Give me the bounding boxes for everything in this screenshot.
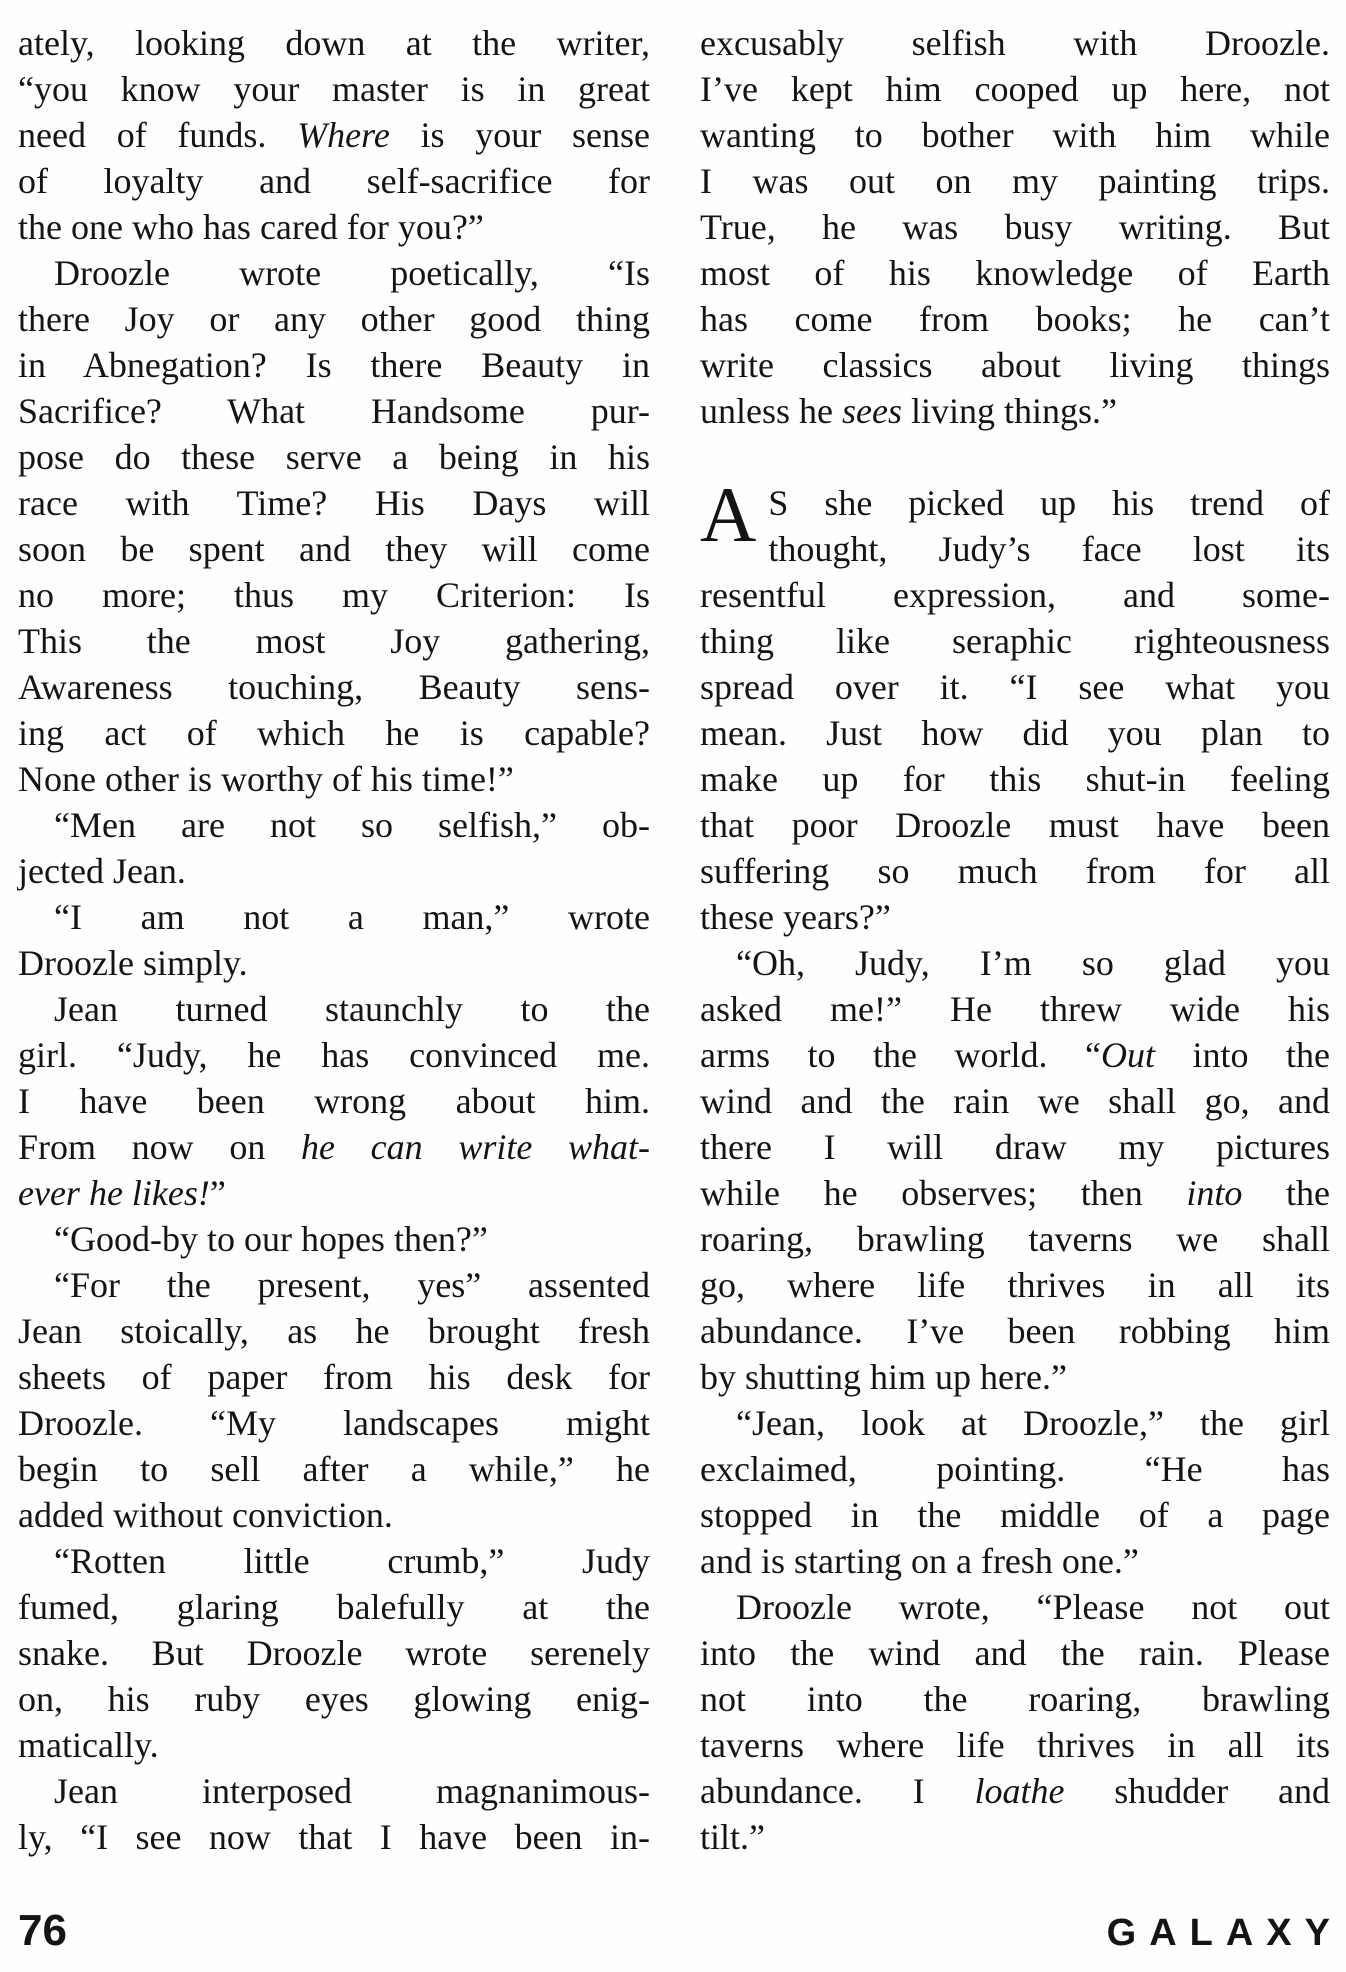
text-line: there I will draw my pictures <box>700 1127 1330 1167</box>
text-line: “Good-by to our hopes then?” <box>54 1219 488 1259</box>
text-line: into the wind and the rain. Please <box>700 1633 1330 1673</box>
italic-text: into <box>1186 1173 1243 1213</box>
text-line: “Jean, look at Droozle,” the girl <box>736 1403 1330 1443</box>
italic-text: ever he likes! <box>18 1173 210 1213</box>
text-line: Jean stoically, as he brought fresh <box>18 1311 650 1351</box>
text-line: on, his ruby eyes glowing enig- <box>18 1679 650 1719</box>
italic-text: Where <box>297 115 390 155</box>
text-line: and is starting on a fresh one.” <box>700 1541 1139 1581</box>
text-line: these years?” <box>700 897 891 937</box>
text-line: go, where life thrives in all its <box>700 1265 1330 1305</box>
text-line: Sacrifice? What Handsome pur- <box>18 391 650 431</box>
text-line: “you know your master is in great <box>18 69 650 109</box>
text-line: make up for this shut-in feeling <box>700 759 1330 799</box>
text-line: stopped in the middle of a page <box>700 1495 1330 1535</box>
text-line: “Oh, Judy, I’m so glad you <box>736 943 1330 983</box>
text-line: roaring, brawling taverns we shall <box>700 1219 1330 1259</box>
text-line: snake. But Droozle wrote serenely <box>18 1633 650 1673</box>
text-line: asked me!” He threw wide his <box>700 989 1330 1029</box>
text-line: Jean turned staunchly to the <box>54 989 650 1029</box>
text-line: fumed, glaring balefully at the <box>18 1587 650 1627</box>
right-column <box>700 20 1330 1860</box>
text-line: Droozle wrote poetically, “Is <box>54 253 650 293</box>
text-line: ever he likes!” <box>18 1173 226 1213</box>
text-line: wind and the rain we shall go, and <box>700 1081 1330 1121</box>
text-line: “For the present, yes” assented <box>54 1265 650 1305</box>
text-line: None other is worthy of his time!” <box>18 759 514 799</box>
text-line: girl. “Judy, he has convinced me. <box>18 1035 650 1075</box>
text-line: need of funds. Where is your sense <box>18 115 650 155</box>
text-line: tilt.” <box>700 1817 765 1857</box>
magazine-title: GALAXY <box>1106 1912 1343 1954</box>
text-line: added without conviction. <box>18 1495 393 1535</box>
text-line: ing act of which he is capable? <box>18 713 650 753</box>
text-line: pose do these serve a being in his <box>18 437 650 477</box>
text-line: suffering so much from for all <box>700 851 1330 891</box>
text-line: not into the roaring, brawling <box>700 1679 1330 1719</box>
text-line: Awareness touching, Beauty sens- <box>18 667 650 707</box>
text-line: I was out on my painting trips. <box>700 161 1330 201</box>
text-line: arms to the world. “Out into the <box>700 1035 1330 1075</box>
text-line: in Abnegation? Is there Beauty in <box>18 345 650 385</box>
text-line: mean. Just how did you plan to <box>700 713 1330 753</box>
drop-cap: A <box>700 471 757 558</box>
text-line: most of his knowledge of Earth <box>700 253 1330 293</box>
text-line: This the most Joy gathering, <box>18 621 650 661</box>
italic-text: sees <box>841 391 902 431</box>
text-line: begin to sell after a while,” he <box>18 1449 650 1489</box>
italic-text: Out <box>1100 1035 1155 1075</box>
text-line: Droozle simply. <box>18 943 248 983</box>
left-column <box>18 20 650 1860</box>
text-line: write classics about living things <box>700 345 1330 385</box>
text-line: Jean interposed magnanimous- <box>54 1771 650 1811</box>
text-line: unless he sees living things.” <box>700 391 1117 431</box>
text-line: “Rotten little crumb,” Judy <box>54 1541 650 1581</box>
text-line: ly, “I see now that I have been in- <box>18 1817 650 1857</box>
text-line: the one who has cared for you?” <box>18 207 484 247</box>
text-columns <box>18 20 1330 1860</box>
text-line: wanting to bother with him while <box>700 115 1330 155</box>
text-line: spread over it. “I see what you <box>700 667 1330 707</box>
text-line: ately, looking down at the writer, <box>18 23 650 63</box>
italic-text: loathe <box>974 1771 1065 1811</box>
text-line: race with Time? His Days will <box>18 483 650 523</box>
text-line: “I am not a man,” wrote <box>54 897 650 937</box>
text-line: soon be spent and they will come <box>18 529 650 569</box>
text-line: matically. <box>18 1725 159 1765</box>
text-line: I’ve kept him cooped up here, not <box>700 69 1330 109</box>
text-line: thought, Judy’s face lost its <box>768 529 1330 569</box>
text-line: while he observes; then into the <box>700 1173 1331 1213</box>
text-line: that poor Droozle must have been <box>700 805 1330 845</box>
text-line: excusably selfish with Droozle. <box>700 23 1330 63</box>
italic-text: he can write what- <box>301 1127 651 1167</box>
text-line: has come from books; he can’t <box>700 299 1330 339</box>
text-line: sheets of paper from his desk for <box>18 1357 650 1397</box>
section-break <box>700 434 1330 480</box>
text-line: From now on he can write what- <box>18 1127 651 1167</box>
text-line: no more; thus my Criterion: Is <box>18 575 650 615</box>
text-line: I have been wrong about him. <box>18 1081 650 1121</box>
page-footer <box>18 1906 1343 1956</box>
text-line: abundance. I loathe shudder and <box>700 1771 1330 1811</box>
text-line: True, he was busy writing. But <box>700 207 1330 247</box>
text-line: Droozle. “My landscapes might <box>18 1403 650 1443</box>
text-line: taverns where life thrives in all its <box>700 1725 1330 1765</box>
text-line: jected Jean. <box>18 851 186 891</box>
text-line: there Joy or any other good thing <box>18 299 650 339</box>
page-number: 76 <box>18 1906 67 1955</box>
text-line: Droozle wrote, “Please not out <box>736 1587 1330 1627</box>
text-line: exclaimed, pointing. “He has <box>700 1449 1330 1489</box>
text-line: thing like seraphic righteousness <box>700 621 1330 661</box>
text-line: “Men are not so selfish,” ob- <box>54 805 650 845</box>
text-line: of loyalty and self-sacrifice for <box>18 161 650 201</box>
text-line: by shutting him up here.” <box>700 1357 1067 1397</box>
text-line: resentful expression, and some- <box>700 575 1330 615</box>
text-line: S she picked up his trend of <box>768 483 1330 523</box>
text-line: abundance. I’ve been robbing him <box>700 1311 1330 1351</box>
